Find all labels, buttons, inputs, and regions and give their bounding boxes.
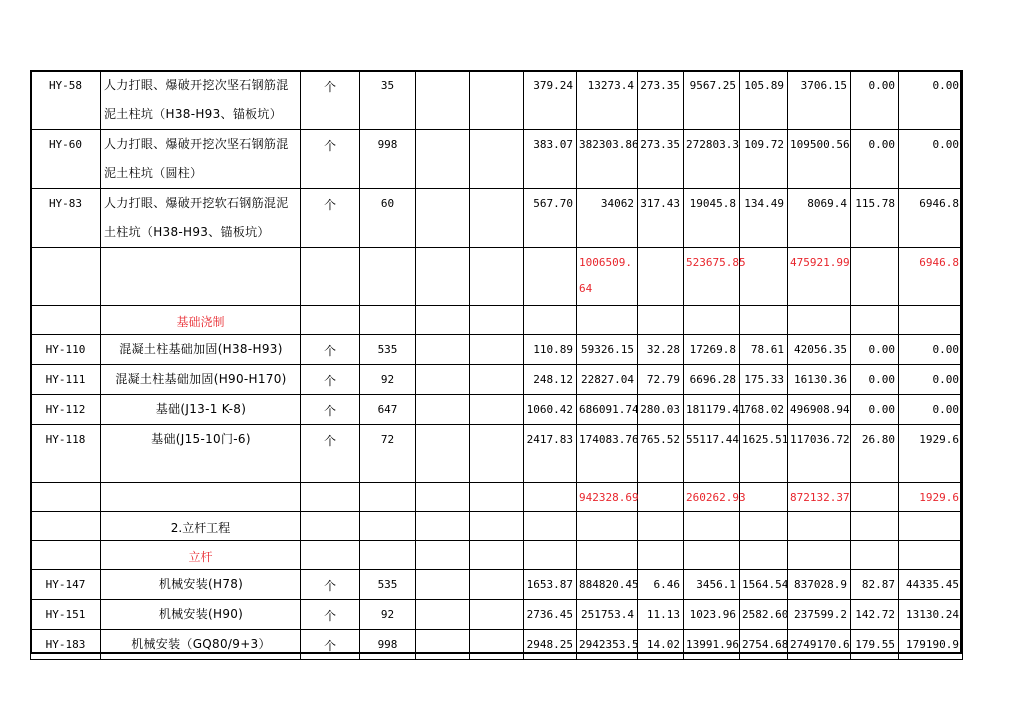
subtotal-total: 1006509.64 [577,248,638,306]
item-code: HY-147 [31,570,101,600]
item-qty: 535 [360,570,416,600]
item-unit: 个 [301,71,360,130]
labor-total: 272803.3 [684,130,740,189]
labor-unit: 11.13 [638,600,684,630]
item-unit: 个 [301,395,360,425]
table-row [31,365,963,395]
item-code: HY-83 [31,189,101,248]
machine-unit: 179.55 [851,630,899,660]
machine-unit: 0.00 [851,335,899,365]
machine-unit: 0.00 [851,130,899,189]
labor-total: 1023.96 [684,600,740,630]
unit-price: 383.07 [524,130,577,189]
labor-unit: 6.46 [638,570,684,600]
table-row [31,395,963,425]
machine-unit: 26.80 [851,425,899,483]
item-code: HY-183 [31,630,101,660]
unit-price: 1060.42 [524,395,577,425]
item-name: 人力打眼、爆破开挖次坚石钢筋混泥土柱坑（H38-H93、锚板坑） [101,71,301,130]
item-name: 人力打眼、爆破开挖次坚石钢筋混泥土柱坑（圆柱） [101,130,301,189]
material-unit: 2754.68 [740,630,788,660]
unit-price: 2417.83 [524,425,577,483]
labor-total: 3456.1 [684,570,740,600]
material-unit: 175.33 [740,365,788,395]
item-unit: 个 [301,630,360,660]
item-code: HY-112 [31,395,101,425]
material-unit: 768.02 [740,395,788,425]
unit-price: 248.12 [524,365,577,395]
item-name: 基础(J15-10门-6) [101,425,301,483]
item-qty: 92 [360,600,416,630]
subtotal-labor: 260262.93 [684,483,740,512]
total-price: 382303.86 [577,130,638,189]
table-row [31,189,963,248]
unit-price: 2948.25 [524,630,577,660]
machine-total: 0.00 [899,71,963,130]
machine-total: 6946.8 [899,189,963,248]
labor-total: 6696.28 [684,365,740,395]
subtotal-machine: 6946.8 [899,248,963,306]
section-row [31,541,963,570]
machine-total: 13130.24 [899,600,963,630]
item-name: 混凝土柱基础加固(H38-H93) [101,335,301,365]
labor-unit: 72.79 [638,365,684,395]
subtotal-material: 872132.37 [788,483,851,512]
subtotal-machine: 1929.6 [899,483,963,512]
item-code: HY-60 [31,130,101,189]
item-unit: 个 [301,189,360,248]
item-qty: 72 [360,425,416,483]
item-code: HY-110 [31,335,101,365]
labor-unit: 273.35 [638,71,684,130]
empty-cell [470,71,524,130]
labor-unit: 280.03 [638,395,684,425]
table-row [31,425,963,483]
material-total: 42056.35 [788,335,851,365]
section-title: 2.立杆工程 [101,512,301,541]
empty-cell [470,189,524,248]
item-name: 基础(J13-1 K-8) [101,395,301,425]
unit-price: 110.89 [524,335,577,365]
empty-cell [416,189,470,248]
unit-price: 379.24 [524,71,577,130]
material-total: 3706.15 [788,71,851,130]
total-price: 686091.74 [577,395,638,425]
material-total: 117036.72 [788,425,851,483]
item-qty: 535 [360,335,416,365]
total-price: 13273.4 [577,71,638,130]
item-code: HY-151 [31,600,101,630]
item-unit: 个 [301,365,360,395]
material-unit: 134.49 [740,189,788,248]
material-total: 109500.56 [788,130,851,189]
subtotal-material: 475921.99 [788,248,851,306]
labor-total: 9567.25 [684,71,740,130]
item-qty: 998 [360,130,416,189]
unit-price: 2736.45 [524,600,577,630]
labor-unit: 14.02 [638,630,684,660]
material-unit: 78.61 [740,335,788,365]
empty-cell [416,130,470,189]
labor-unit: 32.28 [638,335,684,365]
labor-total: 17269.8 [684,335,740,365]
machine-total: 179190.9 [899,630,963,660]
total-price: 34062 [577,189,638,248]
subtotal-labor: 523675.85 [684,248,740,306]
material-total: 2749170.6 [788,630,851,660]
section-subtitle: 立杆 [101,541,301,570]
material-total: 8069.4 [788,189,851,248]
labor-unit: 273.35 [638,130,684,189]
machine-unit: 115.78 [851,189,899,248]
table-row [31,71,963,130]
machine-unit: 0.00 [851,365,899,395]
item-qty: 35 [360,71,416,130]
machine-total: 0.00 [899,130,963,189]
item-qty: 92 [360,365,416,395]
material-unit: 2582.60 [740,600,788,630]
labor-unit: 317.43 [638,189,684,248]
unit-price: 1653.87 [524,570,577,600]
item-qty: 647 [360,395,416,425]
total-price: 884820.45 [577,570,638,600]
item-name: 机械安装(H90) [101,600,301,630]
item-unit: 个 [301,570,360,600]
empty-cell [416,71,470,130]
subtotal-row [31,248,963,306]
subtotal-total: 942328.69 [577,483,638,512]
item-code: HY-111 [31,365,101,395]
machine-total: 0.00 [899,335,963,365]
budget-table [30,70,963,660]
empty-cell [470,130,524,189]
total-price: 59326.15 [577,335,638,365]
machine-total: 1929.6 [899,425,963,483]
material-unit: 1564.54 [740,570,788,600]
item-qty: 60 [360,189,416,248]
material-total: 837028.9 [788,570,851,600]
table-row [31,130,963,189]
machine-unit: 0.00 [851,395,899,425]
subtotal-row [31,483,963,512]
section-row [31,512,963,541]
total-price: 251753.4 [577,600,638,630]
material-total: 16130.36 [788,365,851,395]
unit-price: 567.70 [524,189,577,248]
item-name: 混凝土柱基础加固(H90-H170) [101,365,301,395]
item-code: HY-58 [31,71,101,130]
item-qty: 998 [360,630,416,660]
total-price: 174083.76 [577,425,638,483]
labor-total: 19045.8 [684,189,740,248]
material-total: 237599.2 [788,600,851,630]
labor-unit: 765.52 [638,425,684,483]
machine-total: 0.00 [899,365,963,395]
labor-total: 181179.41 [684,395,740,425]
machine-unit: 0.00 [851,71,899,130]
item-name: 机械安装（GQ80/9+3） [101,630,301,660]
section-title: 基础浇制 [101,306,301,335]
item-code: HY-118 [31,425,101,483]
labor-total: 13991.96 [684,630,740,660]
item-name: 机械安装(H78) [101,570,301,600]
material-unit: 1625.51 [740,425,788,483]
material-total: 496908.94 [788,395,851,425]
machine-unit: 82.87 [851,570,899,600]
item-unit: 个 [301,335,360,365]
item-unit: 个 [301,130,360,189]
section-row [31,306,963,335]
machine-total: 0.00 [899,395,963,425]
item-unit: 个 [301,425,360,483]
material-unit: 109.72 [740,130,788,189]
material-unit: 105.89 [740,71,788,130]
machine-unit: 142.72 [851,600,899,630]
table-row [31,570,963,600]
total-price: 2942353.5 [577,630,638,660]
total-price: 22827.04 [577,365,638,395]
labor-total: 55117.44 [684,425,740,483]
table-row [31,630,963,660]
item-unit: 个 [301,600,360,630]
table-row [31,335,963,365]
machine-total: 44335.45 [899,570,963,600]
table-row [31,600,963,630]
item-name: 人力打眼、爆破开挖软石钢筋混泥土柱坑（H38-H93、锚板坑） [101,189,301,248]
